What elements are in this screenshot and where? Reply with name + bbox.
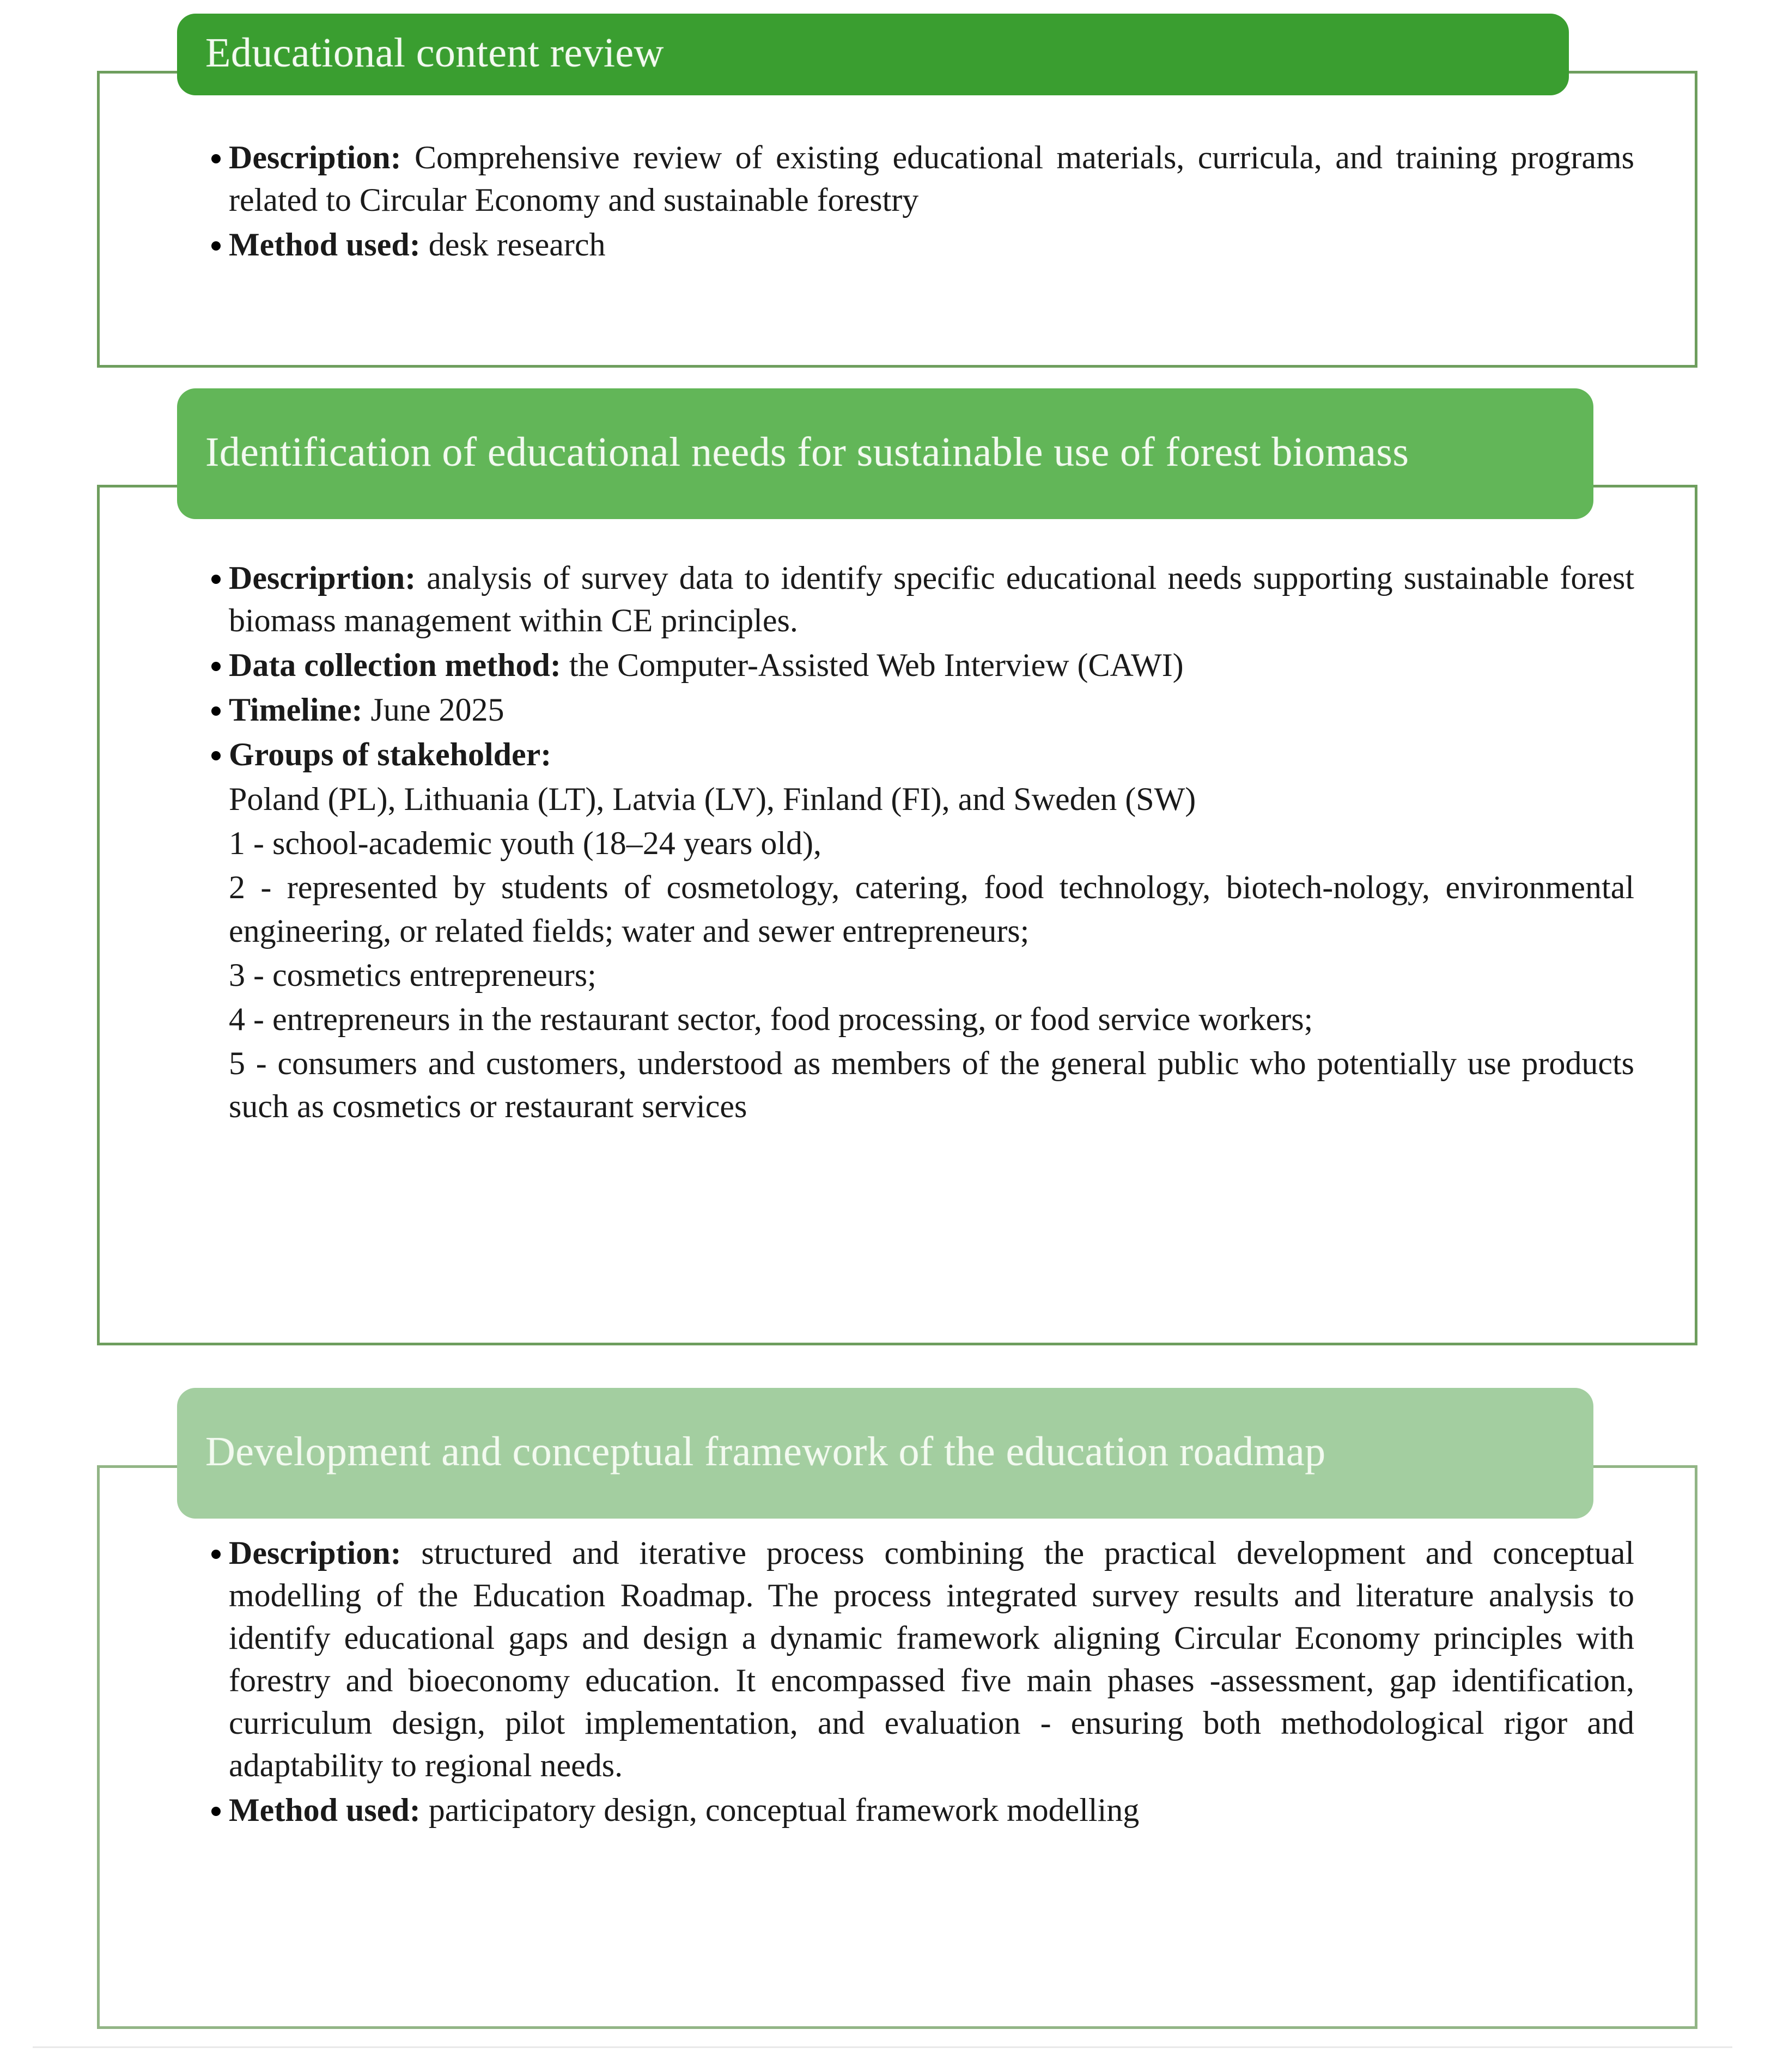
- step-3-bullet-list: [207, 1532, 1634, 1831]
- item-text: June 2025: [362, 692, 504, 728]
- list-item: [207, 1789, 1634, 1831]
- item-text: analysis of survey data to identify specific educational needs supporting sustainable forest biomass management within CE principles.: [229, 560, 1634, 638]
- list-item: [207, 223, 1634, 266]
- stakeholder-group-3: 3 - cosmetics entrepreneurs;: [229, 956, 597, 993]
- list-item: [207, 557, 1634, 642]
- item-label: Method used:: [229, 227, 421, 263]
- step-1-header-text: Educational content review: [205, 29, 664, 76]
- step-1-bullet-list: [207, 136, 1634, 266]
- step-2-header-text: Identification of educational needs for sustainable use of forest biomass: [205, 429, 1409, 475]
- step-3-header-text: Development and conceptual framework of the education roadmap: [205, 1428, 1326, 1474]
- stakeholder-group-2: 2 - represented by students of cosmetology, catering, food technology, biotech-nology, environmental engineering, or related fields; water and sewer entrepreneurs;: [229, 869, 1634, 949]
- item-label: Groups of stakeholder:: [229, 736, 552, 772]
- item-label: Descriprtion:: [229, 560, 416, 596]
- step-3-header-badge: [177, 1388, 1593, 1519]
- item-label: Data collection method:: [229, 647, 561, 683]
- step-2-bullet-list: [207, 557, 1634, 776]
- item-label: Method used:: [229, 1792, 421, 1828]
- step-1-body: [207, 136, 1634, 268]
- list-item: [207, 733, 1634, 776]
- item-label: Description:: [229, 1535, 401, 1571]
- step-2-header-badge: [177, 388, 1593, 519]
- item-text: participatory design, conceptual framework modelling: [420, 1792, 1140, 1828]
- item-text: the Computer-Assisted Web Interview (CAWI): [561, 647, 1184, 683]
- item-label: Description:: [229, 139, 401, 175]
- stakeholder-group-4: 4 - entrepreneurs in the restaurant sector, food processing, or food service workers;: [229, 1001, 1313, 1037]
- stakeholder-group-5: 5 - consumers and customers, understood as members of the general public who potentially use products such as cosmetics or restaurant services: [229, 1045, 1634, 1125]
- item-label: Timeline:: [229, 692, 363, 728]
- list-item: [207, 136, 1634, 221]
- step-1-header-badge: [177, 14, 1569, 95]
- item-text: structured and iterative process combining the practical development and conceptual modelling of the Education Roadmap. The process integrated survey results and literature analysis to identify educational gaps and design a dynamic framework aligning Circular Economy principles with forestry and bioeconomy education. It encompassed five main phases -assessment, gap identification, curriculum design, pilot implementation, and evaluation - ensuring both methodological rigor and adaptability to regional needs.: [229, 1535, 1634, 1783]
- item-text: desk research: [420, 227, 606, 263]
- stakeholder-group-1: 1 - school-academic youth (18–24 years old),: [229, 825, 821, 862]
- item-text: Comprehensive review of existing educational materials, curricula, and training programs related to Circular Economy and sustainable forestry: [229, 139, 1634, 218]
- list-item: [207, 644, 1634, 686]
- step-2-body: [207, 557, 1634, 1130]
- page-bottom-rule: [33, 2046, 1732, 2048]
- list-item: [207, 688, 1634, 731]
- step-3-body: [207, 1532, 1634, 1833]
- list-item: [207, 1532, 1634, 1787]
- stakeholder-countries: Poland (PL), Lithuania (LT), Latvia (LV), Finland (FI), and Sweden (SW): [229, 781, 1196, 817]
